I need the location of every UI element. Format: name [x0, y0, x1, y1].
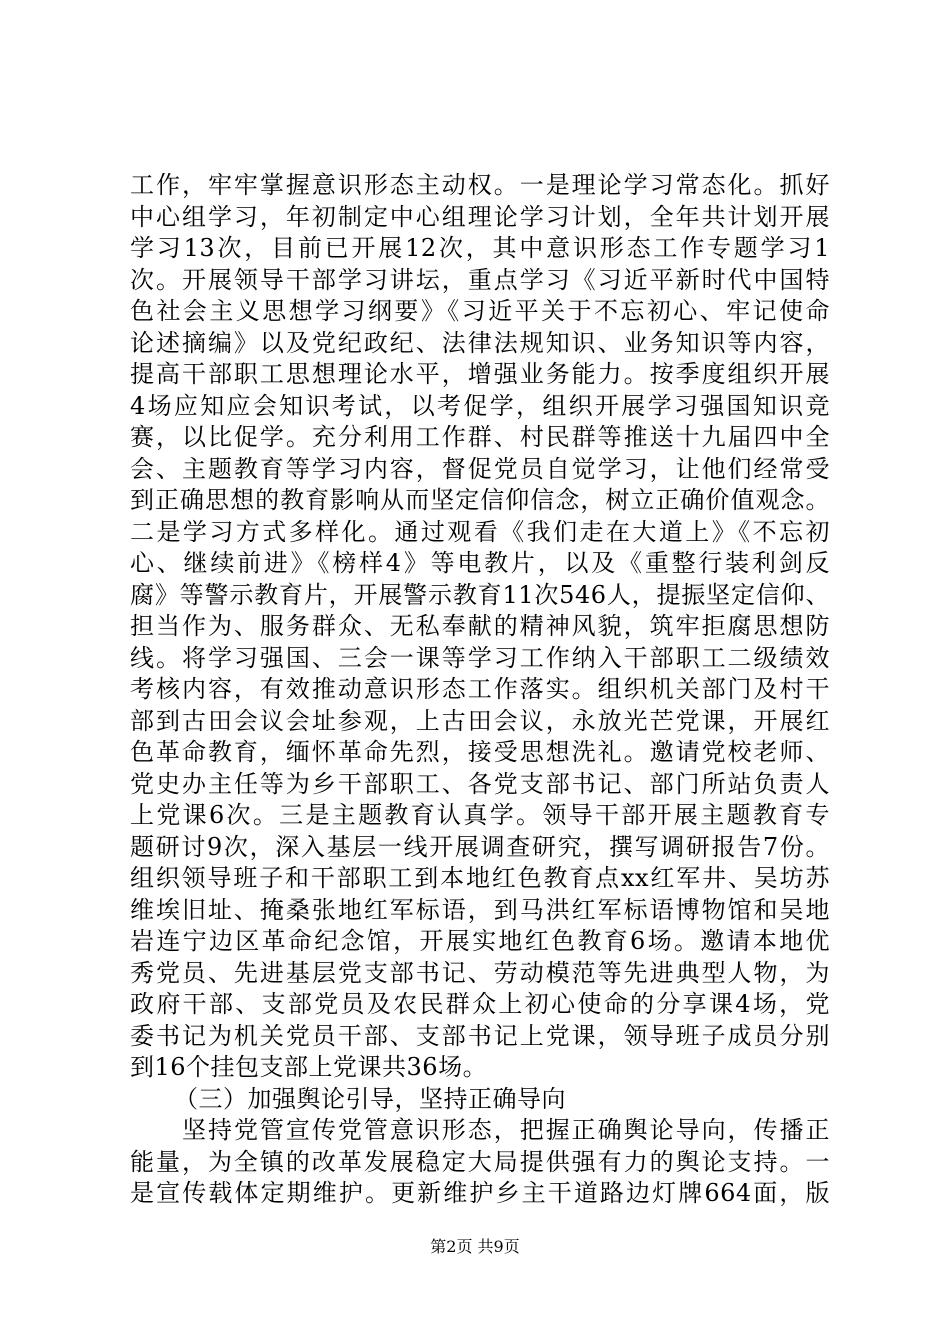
paragraph-line: 党史办主任等为乡干部职工、各党支部书记、部门所站负责人 [130, 769, 830, 798]
paragraph-line: 色社会主义思想学习纲要》《习近平关于不忘初心、牢记使命 [130, 297, 830, 325]
paragraph-line: 中心组学习，年初制定中心组理论学习计划，全年共计划开展 [130, 202, 830, 231]
paragraph-line: 考核内容，有效推动意识形态工作落实。组织机关部门及村干 [130, 675, 830, 703]
paragraph-line: 政府干部、支部党员及农民群众上初心使命的分享课4场，党 [130, 990, 830, 1018]
paragraph-line: 秀党员、先进基层党支部书记、劳动模范等先进典型人物，为 [130, 958, 830, 987]
paragraph-line: 学习13次，目前已开展12次，其中意识形态工作专题学习1 [130, 234, 830, 262]
paragraph-line: 心、继续前进》《榜样4》等电教片，以及《重整行装利剑反 [130, 549, 830, 577]
paragraph-line: 岩连宁边区革命纪念馆，开展实地红色教育6场。邀请本地优 [130, 927, 830, 955]
paragraph-line: 是宣传载体定期维护。更新维护乡主干道路边灯牌664面，版 [130, 1179, 830, 1207]
paragraph-line: 坚持党管宣传党管意识形态，把握正确舆论导向，传播正 [182, 1116, 830, 1144]
paragraph-line: 论述摘编》以及党纪政纪、法律法规知识、业务知识等内容， [130, 328, 830, 357]
paragraph-line: 4场应知应会知识考试，以考促学，组织开展学习强国知识竞 [130, 391, 830, 420]
paragraph-line: 次。开展领导干部学习讲坛，重点学习《习近平新时代中国特 [130, 265, 830, 294]
document-body [130, 170, 830, 1210]
paragraph-line: 腐》等警示教育片，开展警示教育11次546人，提振坚定信仰、 [130, 580, 830, 609]
paragraph-line: 委书记为机关党员干部、支部书记上党课，领导班子成员分别 [130, 1021, 830, 1050]
paragraph-line: 上党课6次。三是主题教育认真学。领导干部开展主题教育专 [130, 801, 830, 829]
section-heading: （三）加强舆论引导，坚持正确导向 [174, 1084, 566, 1113]
paragraph-line: 部到古田会议会址参观，上古田会议，永放光芒党课，开展红 [130, 706, 830, 735]
paragraph-line: 提高干部职工思想理论水平，增强业务能力。按季度组织开展 [130, 360, 830, 388]
paragraph-line: 能量，为全镇的改革发展稳定大局提供强有力的舆论支持。一 [130, 1147, 830, 1176]
paragraph-line: 二是学习方式多样化。通过观看《我们走在大道上》《不忘初 [130, 517, 830, 546]
paragraph-line: 维埃旧址、掩桑张地红军标语，到马洪红军标语博物馆和吴地 [130, 895, 830, 924]
paragraph-line: 色革命教育，缅怀革命先烈，接受思想洗礼。邀请党校老师、 [130, 738, 830, 766]
paragraph-line: 题研讨9次，深入基层一线开展调查研究，撰写调研报告7份。 [130, 832, 830, 861]
paragraph-line: 组织领导班子和干部职工到本地红色教育点xx红军井、吴坊苏 [130, 864, 830, 892]
paragraph-line: 线。将学习强国、三会一课等学习工作纳入干部职工二级绩效 [130, 643, 830, 672]
paragraph-line: 到正确思想的教育影响从而坚定信仰信念，树立正确价值观念。 [130, 486, 830, 514]
paragraph-line: 担当作为、服务群众、无私奉献的精神风貌，筑牢拒腐思想防 [130, 612, 830, 640]
paragraph-line: 工作，牢牢掌握意识形态主动权。一是理论学习常态化。抓好 [130, 171, 830, 199]
paragraph-line: 会、主题教育等学习内容，督促党员自觉学习，让他们经常受 [130, 454, 830, 483]
paragraph-line: 赛，以比促学。充分利用工作群、村民群等推送十九届四中全 [130, 423, 830, 451]
page-number-footer: 第2页 共9页 [430, 1237, 520, 1256]
paragraph-line: 到16个挂包支部上党课共36场。 [130, 1053, 488, 1081]
